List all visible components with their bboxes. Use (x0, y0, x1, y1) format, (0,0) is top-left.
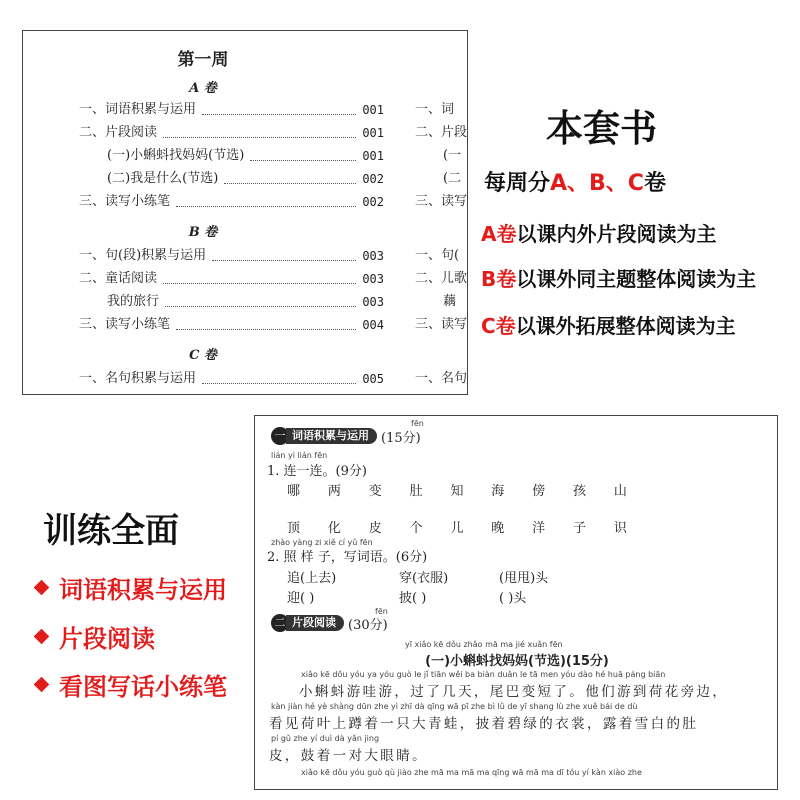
feature-item: 词语积累与运用 (36, 570, 227, 605)
pinyin: kàn jiàn hé yè shàng dūn zhe yì zhī dà qīng wā pī zhe bì lǜ de yī shang lù zhe xuě bái de dù (271, 702, 638, 711)
toc-right-row: 藕 (443, 294, 457, 309)
toc-row: 二、童话阅读 003 (79, 271, 384, 286)
diamond-bullet-icon (34, 677, 50, 693)
question-1: 1. 连一连。(9分) (267, 464, 367, 479)
feature-item: 看图写话小练笔 (36, 667, 227, 702)
features-title: 训练全面 (43, 511, 179, 551)
question-2: 2. 照 样 子，写词语。(6分) (267, 550, 428, 565)
section-b-heading: B 卷 (188, 225, 218, 240)
feature-item: 片段阅读 (36, 619, 155, 654)
pinyin: fēn (411, 419, 424, 428)
toc-right-row: 一、词 (415, 102, 455, 117)
toc-row: 三、读写小练笔 004 (79, 317, 384, 332)
toc-right-row: 三、读写 (415, 194, 468, 209)
pinyin: lián yi lián fēn (271, 451, 328, 460)
character-row: 顶 化 皮 个 儿 晚 洋 子 识 (287, 521, 627, 536)
exercise-page (254, 415, 778, 790)
fill-blank: 迎( ) (287, 591, 315, 606)
book-title: 本套书 (546, 107, 657, 150)
toc-right-row: 二、片段 (415, 125, 468, 140)
week-title: 第一周 (177, 50, 229, 70)
passage-title: (一)小蝌蚪找妈妈(节选)(15分) (425, 654, 609, 669)
example-word: (甩甩)头 (499, 571, 549, 586)
table-of-contents-card (22, 30, 468, 395)
toc-right-row: 一、句( (415, 248, 460, 263)
pinyin: xiǎo kē dǒu yóu ya yóu guò le jǐ tiān wěi ba biàn duǎn le tā men yóu dào hé huā páng biān (301, 670, 666, 679)
toc-right-row: 三、读写 (415, 317, 468, 332)
example-word: 追(上去) (287, 571, 337, 586)
pinyin: yī xiǎo kē dǒu zhǎo mā ma jié xuǎn fēn (405, 640, 563, 649)
toc-row: (一)小蝌蚪找妈妈(节选) 001 (107, 148, 384, 163)
toc-row: (二)我是什么(节选) 002 (107, 171, 384, 186)
section-a-heading: A 卷 (189, 81, 217, 96)
toc-right-row: 一、名句 (415, 371, 468, 386)
pinyin: fēn (375, 607, 388, 616)
callout-line-b: B卷以课外同主题整体阅读为主 (481, 267, 757, 291)
callout-line-a: A卷以课内外片段阅读为主 (481, 222, 717, 246)
passage-line: 看见荷叶上蹲着一只大青蛙，披着碧绿的衣裳，露着雪白的肚 (269, 716, 699, 732)
toc-right-row: 二、儿歌 (415, 271, 468, 286)
passage-line: 皮，鼓着一对大眼睛。 (269, 748, 428, 764)
section-header-vocab: 一 词语积累与运用 (15分) (271, 427, 421, 445)
character-row: 哪 两 变 肚 知 海 傍 孩 山 (287, 484, 627, 499)
fill-blank: 披( ) (399, 591, 427, 606)
pinyin: xiǎo kē dǒu yóu guò qù jiào zhe mā ma mā ma qīng wā mā ma dī tóu yí kàn xiào zhe (301, 768, 642, 777)
diamond-bullet-icon (34, 580, 50, 596)
section-c-heading: C 卷 (189, 348, 217, 363)
toc-row: 一、词语积累与运用 001 (79, 102, 384, 117)
example-word: 穿(衣服) (399, 571, 449, 586)
pinyin: pí gǔ zhe yí duì dà yǎn jing (271, 734, 380, 743)
toc-row: 我的旅行 003 (107, 294, 384, 309)
callout-line-weekly: 每周分A、B、C卷 (484, 171, 666, 196)
toc-row: 一、名句积累与运用 005 (79, 371, 384, 386)
fill-blank: ( )头 (499, 591, 527, 606)
diamond-bullet-icon (34, 629, 50, 645)
toc-right-row: (二 (443, 171, 462, 186)
toc-row: 三、读写小练笔 002 (79, 194, 384, 209)
toc-row: 二、片段阅读 001 (79, 125, 384, 140)
toc-right-row: (一 (443, 148, 462, 163)
section-header-reading: 二 片段阅读 (30分) (271, 614, 388, 632)
passage-line: 小蝌蚪游哇游，过了几天，尾巴变短了。他们游到荷花旁边， (299, 684, 729, 700)
callout-line-c: C卷以课外拓展整体阅读为主 (481, 314, 736, 338)
pinyin: zhào yàng zi xiě cí yǔ fēn (271, 538, 373, 547)
toc-row: 一、句(段)积累与运用 003 (79, 248, 384, 263)
